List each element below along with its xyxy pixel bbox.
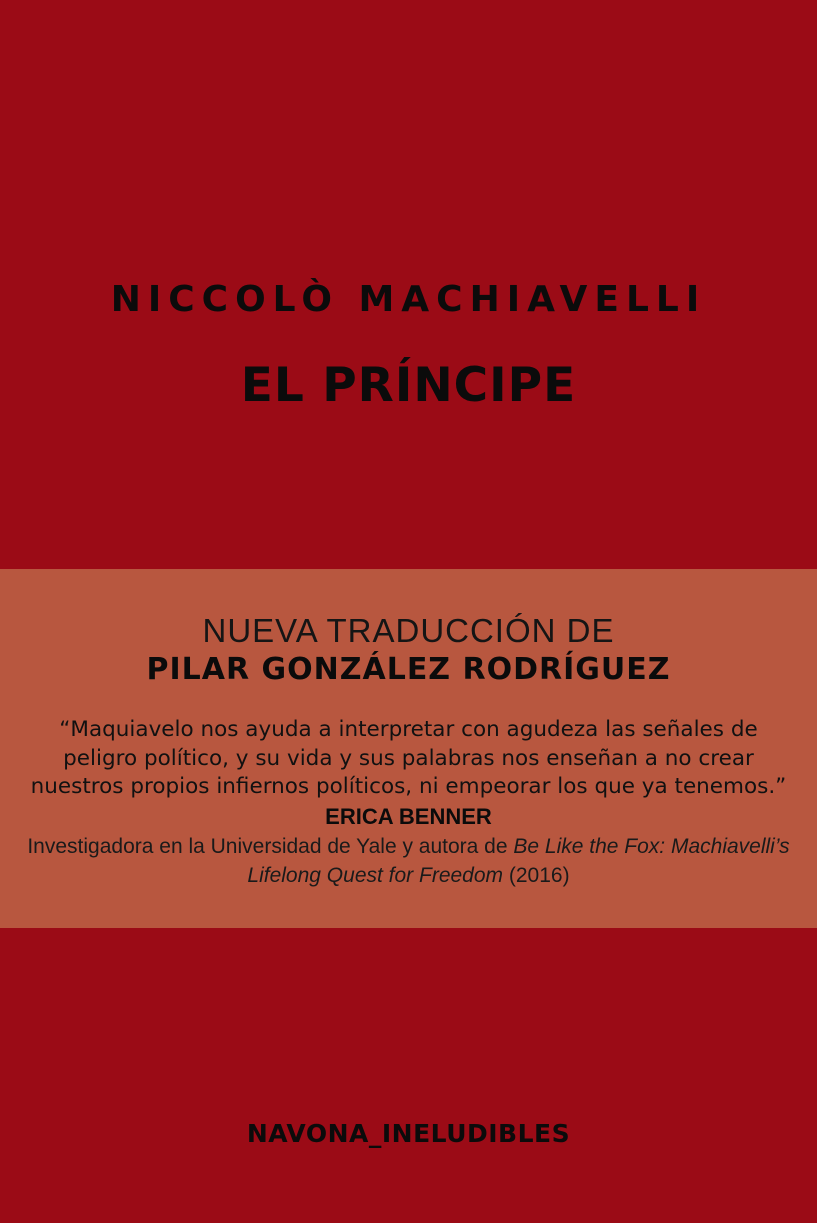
author-name: NICCOLÒ MACHIAVELLI: [110, 279, 707, 320]
collection-name: NAVONA_INELUDIBLES: [246, 1119, 571, 1148]
bio-line: [20, 832, 797, 861]
bio-book-title: Be Like the Fox: Machiavelli’s: [513, 835, 790, 858]
blurb-quote: [20, 716, 797, 802]
bio-text: Investigadora en la Universidad de Yale y autora de: [27, 835, 514, 858]
bio-line: [20, 861, 797, 890]
quote-author: ERICA BENNER: [325, 804, 492, 829]
bio-year: (2016): [503, 864, 570, 887]
quote-line: “Maquiavelo nos ayuda a interpretar con agudeza las señales de: [59, 717, 758, 742]
translator-name: PILAR GONZÁLEZ RODRÍGUEZ: [146, 652, 671, 687]
bio-book-title: Lifelong Quest for Freedom: [247, 864, 504, 887]
quote-line: nuestros propios infiernos políticos, ni empeorar los que ya tenemos.”: [30, 774, 787, 799]
book-title: EL PRÍNCIPE: [240, 358, 577, 413]
quote-line: peligro político, y su vida y sus palabras nos enseñan a no crear: [63, 745, 754, 771]
quote-author-bio: [20, 832, 797, 890]
translation-label: NUEVA TRADUCCIÓN DE: [202, 612, 615, 649]
